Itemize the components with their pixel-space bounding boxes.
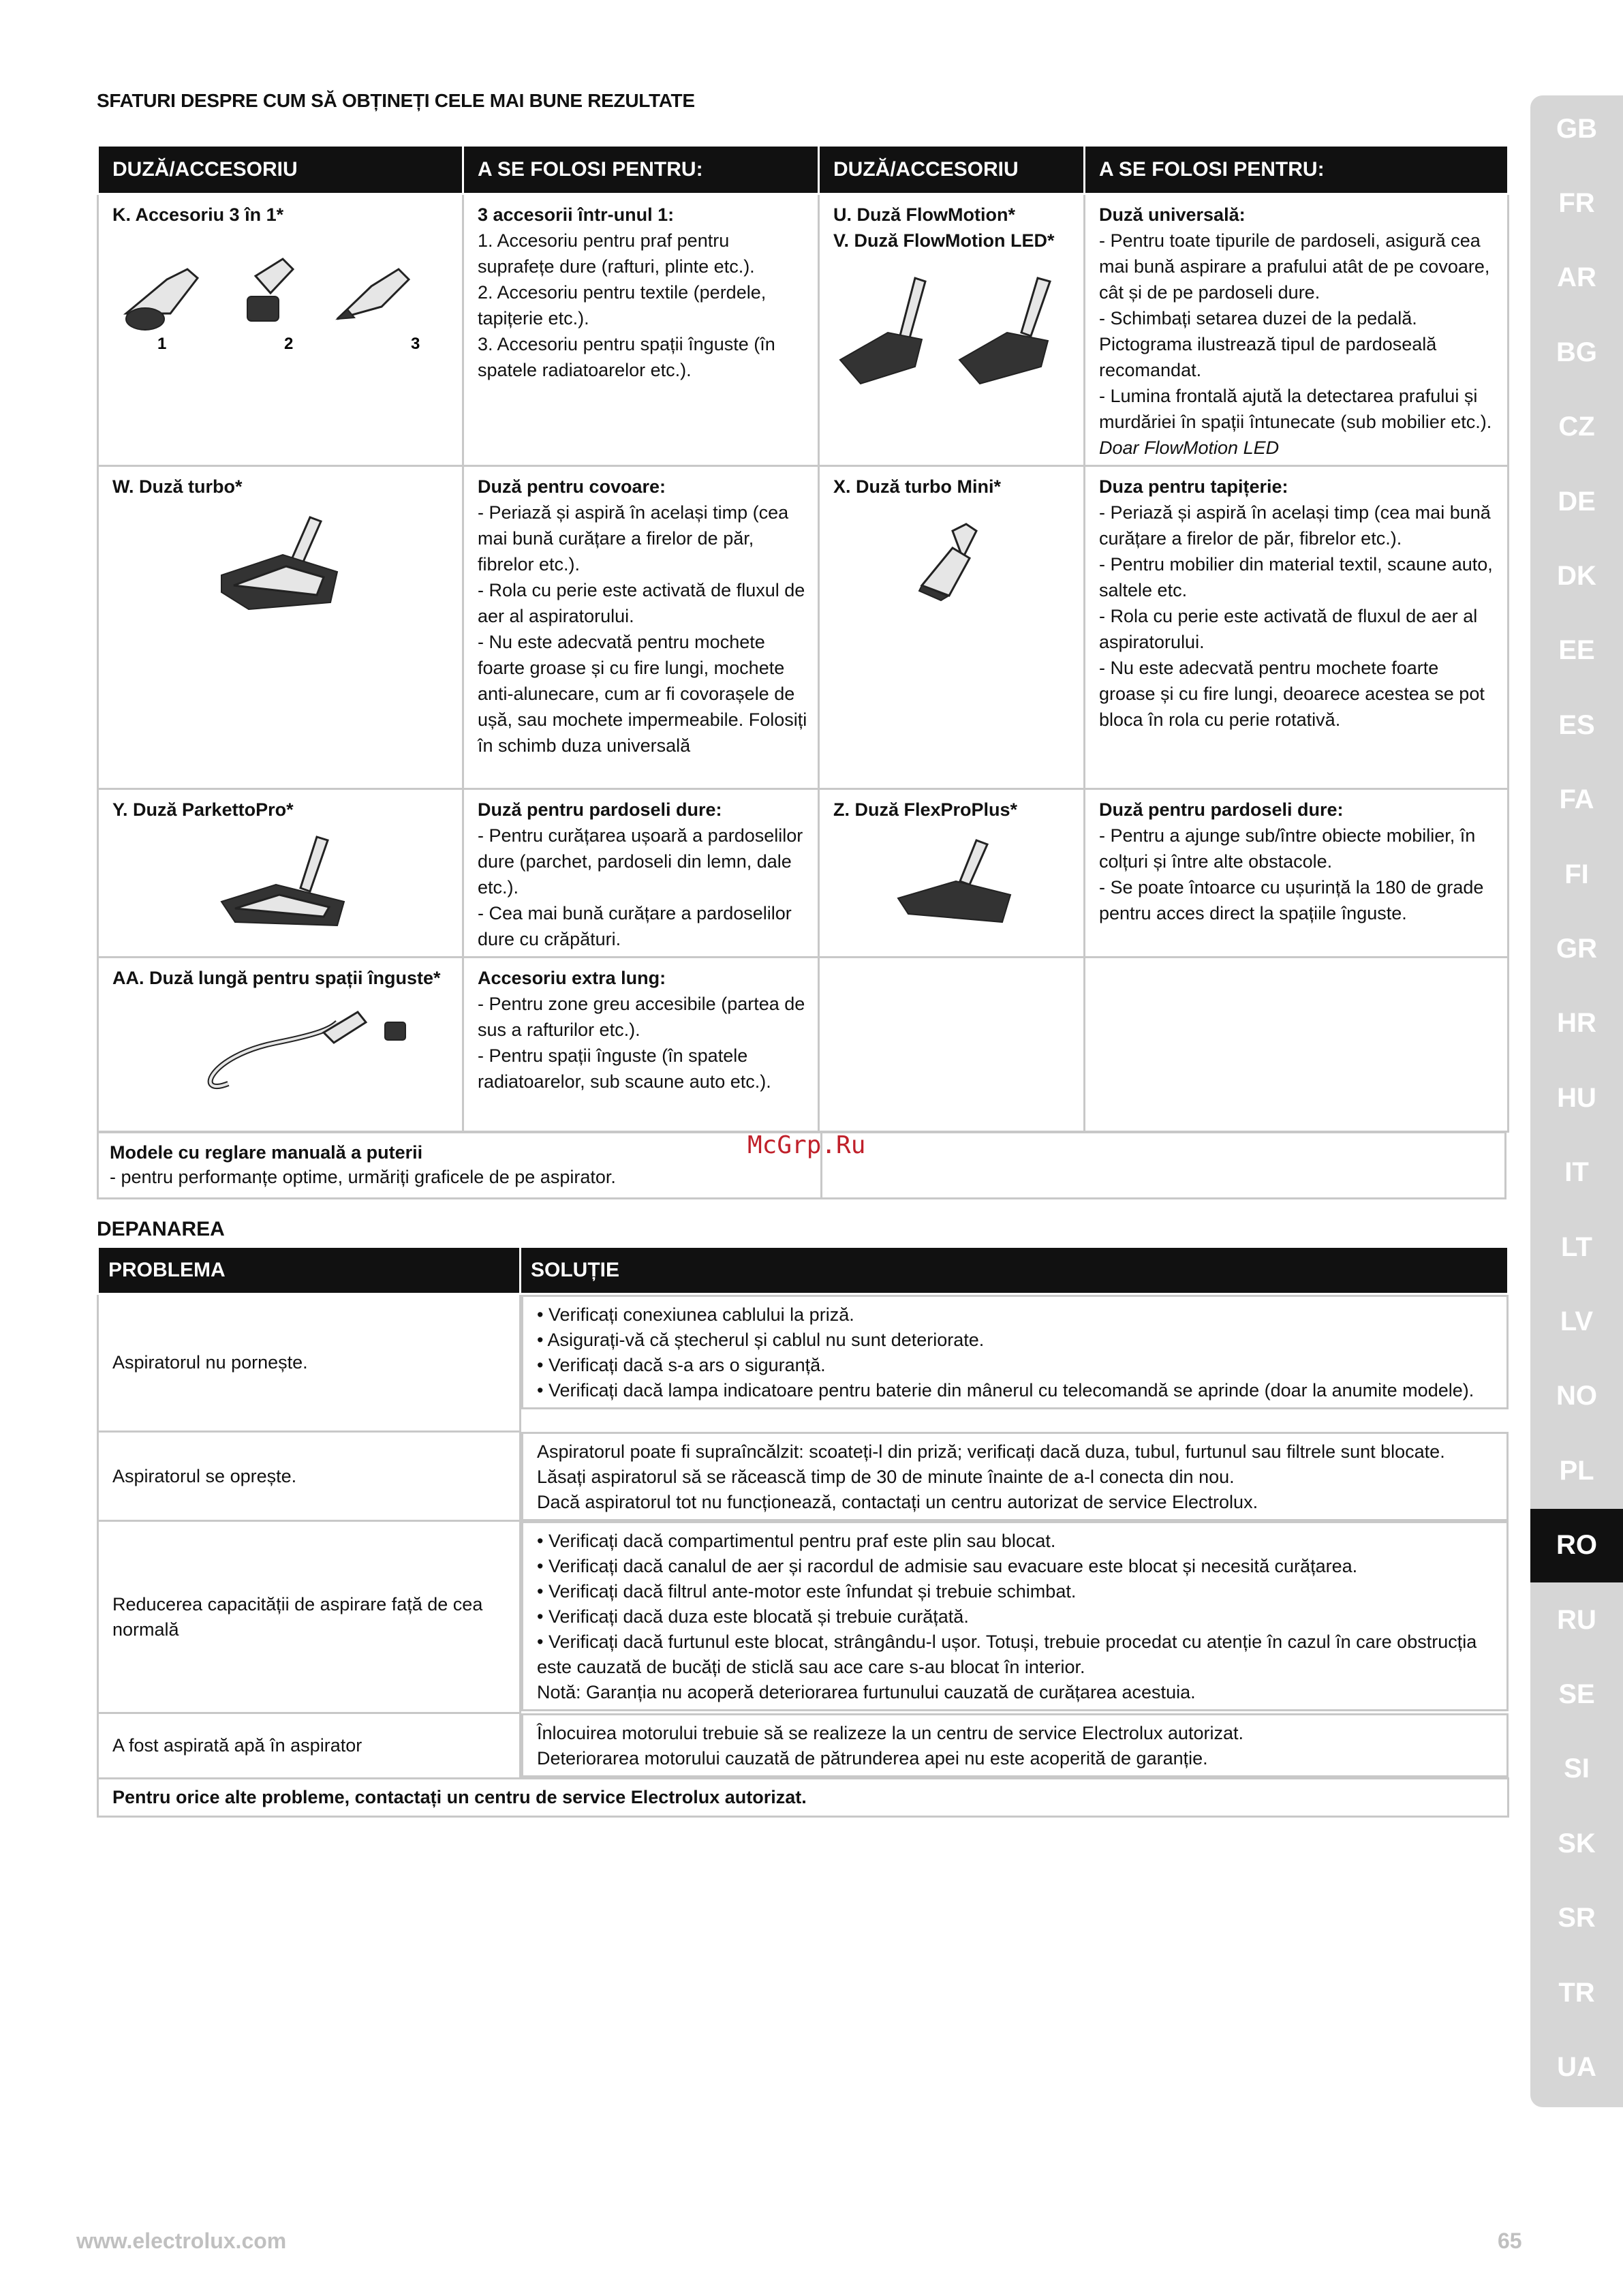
watermark: McGrp.Ru bbox=[747, 1131, 866, 1159]
use-title: Duză universală: bbox=[1099, 204, 1246, 225]
language-tab-ar[interactable]: AR bbox=[1557, 262, 1596, 293]
use-text-italic: Doar FlowMotion LED bbox=[1099, 438, 1280, 458]
language-tab-no[interactable]: NO bbox=[1556, 1381, 1597, 1411]
accessory-row bbox=[98, 958, 1509, 1132]
troubleshooting-footer: Pentru orice alte probleme, contactați un centru de service Electrolux autorizat. bbox=[98, 1778, 1509, 1816]
mini-turbo-nozzle-illustration bbox=[833, 510, 1072, 606]
accessory-use-empty bbox=[1085, 958, 1509, 1132]
language-tab-sk[interactable]: SK bbox=[1558, 1828, 1596, 1858]
solution-cell: Înlocuirea motorului trebuie să se realizeze la un centru de service Electrolux autorizat. Deteriorarea motorului cauzată de pătrunderea apei nu este acoperită de garanție. bbox=[521, 1713, 1509, 1777]
manual-power-title: Modele cu reglare manuală a puterii bbox=[110, 1142, 423, 1163]
turbo-nozzle-illustration bbox=[112, 510, 439, 619]
accessory-cell-z bbox=[819, 789, 1085, 958]
troubleshooting-header-row bbox=[98, 1247, 1509, 1294]
accessory-name: Y. Duză ParkettoPro* bbox=[112, 799, 294, 820]
manual-power-note-text bbox=[99, 1133, 822, 1197]
header-use-2: A SE FOLOSI PENTRU: bbox=[1085, 146, 1509, 194]
parkettopro-nozzle-illustration bbox=[112, 833, 439, 936]
accessory-label-2: 2 bbox=[284, 335, 294, 353]
manual-power-text: - pentru performanțe optime, urmăriți graficele de pe aspirator. bbox=[110, 1167, 616, 1187]
language-tab-ro[interactable]: RO bbox=[1530, 1509, 1623, 1582]
accessory-cell-k bbox=[98, 194, 463, 466]
accessory-cell-w bbox=[98, 466, 463, 789]
use-title: Accesoriu extra lung: bbox=[478, 968, 666, 988]
language-tab-hr[interactable]: HR bbox=[1557, 1008, 1596, 1039]
problem-cell: A fost aspirată apă în aspirator bbox=[98, 1713, 521, 1779]
troubleshooting-table bbox=[97, 1246, 1509, 1818]
header-use-1: A SE FOLOSI PENTRU: bbox=[463, 146, 819, 194]
footer-url[interactable]: www.electrolux.com bbox=[76, 2229, 287, 2253]
accessories-header-row bbox=[98, 146, 1509, 194]
accessory-label-3: 3 bbox=[411, 335, 420, 353]
language-tab-bg[interactable]: BG bbox=[1556, 337, 1597, 367]
accessory-name: Z. Duză FlexProPlus* bbox=[833, 799, 1018, 820]
header-accessory-1: DUZĂ/ACCESORIU bbox=[98, 146, 463, 194]
language-tab-gb[interactable]: GB bbox=[1556, 113, 1597, 144]
solution-cell: • Verificați dacă compartimentul pentru praf este plin sau blocat. • Verificați dacă canalul de aer și racordul de admisie sau evacuare este blocat și necesită curățarea. • Verificați dacă filtrul ante-motor este înfundat și trebuie schimbat. • Verificați dacă duza este blocată și trebuie curățată. • Verificați dacă furtunul este blocat, strângându-l ușor. Totuși, trebuie procedat cu atenție în cazul în care obstrucția este cauzată de bucăți de sticlă sau ace care s-au blocat în interior. Notă: Garanția nu acoperă deteriorarea furtunului cauzată de curățarea acestuia. bbox=[521, 1521, 1509, 1711]
accessory-use-z bbox=[1085, 789, 1509, 958]
troubleshooting-row bbox=[98, 1294, 1509, 1432]
language-tab-dk[interactable]: DK bbox=[1557, 560, 1596, 591]
language-tab-gr[interactable]: GR bbox=[1556, 933, 1597, 964]
language-tab-pl[interactable]: PL bbox=[1559, 1455, 1594, 1486]
use-title: Duza pentru tapițerie: bbox=[1099, 476, 1288, 497]
use-title: Duză pentru pardoseli dure: bbox=[1099, 799, 1344, 820]
three-in-one-accessory-illustration bbox=[112, 239, 433, 354]
accessory-cell-y bbox=[98, 789, 463, 958]
language-tab-sr[interactable]: SR bbox=[1558, 1903, 1596, 1933]
long-crevice-nozzle-illustration bbox=[112, 1002, 439, 1104]
accessory-row bbox=[98, 466, 1509, 789]
solution-cell: • Verificați conexiunea cablului la priză. • Asigurați-vă că ștecherul și cablul nu sunt deteriorate. • Verificați dacă s-a ars o siguranță. • Verificați dacă lampa indicatoare pentru baterie din mânerul cu telecomandă se aprinde (doar la anumite modele). bbox=[521, 1295, 1509, 1409]
problem-cell: Aspiratorul se oprește. bbox=[98, 1432, 521, 1521]
language-tab-it[interactable]: IT bbox=[1564, 1157, 1589, 1188]
language-tab-fr[interactable]: FR bbox=[1558, 187, 1595, 218]
language-tab-hu[interactable]: HU bbox=[1557, 1082, 1596, 1113]
use-text: - Pentru curățarea ușoară a pardoselilor dure (parchet, pardoseli din lemn, dale etc.). - Cea mai bună curățare a pardoselilor dure cu crăpături. bbox=[478, 825, 803, 949]
accessory-name: K. Accesoriu 3 în 1* bbox=[112, 204, 284, 225]
use-title: Duză pentru pardoseli dure: bbox=[478, 799, 722, 820]
accessory-cell-aa bbox=[98, 958, 463, 1132]
accessory-use-k bbox=[463, 194, 819, 466]
language-tab-lt[interactable]: LT bbox=[1561, 1231, 1592, 1262]
flexproplus-nozzle-illustration bbox=[833, 833, 1072, 929]
accessory-use-y bbox=[463, 789, 819, 958]
language-tab-tr[interactable]: TR bbox=[1558, 1977, 1595, 2008]
accessory-use-aa bbox=[463, 958, 819, 1132]
accessory-use-w bbox=[463, 466, 819, 789]
page-number: 65 bbox=[1498, 2229, 1522, 2253]
accessories-table bbox=[97, 144, 1509, 1133]
accessory-row bbox=[98, 194, 1509, 466]
use-text: - Pentru zone greu accesibile (partea de sus a rafturilor etc.). - Pentru spații înguste (în spatele radiatoarelor, sub scaune auto etc.). bbox=[478, 994, 805, 1092]
accessory-use-x bbox=[1085, 466, 1509, 789]
accessory-row bbox=[98, 789, 1509, 958]
flowmotion-nozzle-illustration bbox=[833, 264, 1072, 401]
language-tab-de[interactable]: DE bbox=[1558, 486, 1596, 517]
use-text: - Periază și aspiră în același timp (cea mai bună curățare a firelor de păr, fibrelor etc.). - Pentru mobilier din material textil, scaune auto, saltele etc. - Rola cu perie este activată de fluxul de aer al aspiratorului. - Nu este adecvată pentru mochete foarte groase și cu fire lungi, deoarece acestea se pot bloca în rola cu perie rotativă. bbox=[1099, 502, 1493, 730]
troubleshooting-row bbox=[98, 1521, 1509, 1713]
troubleshooting-footer-row bbox=[98, 1778, 1509, 1816]
header-accessory-2: DUZĂ/ACCESORIU bbox=[819, 146, 1085, 194]
language-tab-cz[interactable]: CZ bbox=[1558, 412, 1595, 442]
use-title: 3 accesorii într-unul 1: bbox=[478, 204, 675, 225]
language-tab-es[interactable]: ES bbox=[1558, 709, 1595, 740]
accessory-cell-u bbox=[819, 194, 1085, 466]
language-tab-si[interactable]: SI bbox=[1564, 1754, 1590, 1784]
use-text: - Pentru toate tipurile de pardoseli, asigură cea mai bună aspirare a prafului atât de pe covoare, cât și de pe pardoseli dure. - Schimbați setarea duzei de la pedală. Pictograma ilustrează tipul de pardoseală recomandat. - Lumina frontală ajută la detectarea prafului și murdăriei în spații întunecate (sub mobilier etc.). bbox=[1099, 230, 1492, 432]
accessory-use-u bbox=[1085, 194, 1509, 466]
header-solution: SOLUȚIE bbox=[521, 1247, 1509, 1294]
use-text: - Pentru a ajunge sub/între obiecte mobilier, în colțuri și între alte obstacole. - Se poate întoarce cu ușurință la 180 de grade pentru acces direct la spațiile înguste. bbox=[1099, 825, 1484, 923]
language-tab-ua[interactable]: UA bbox=[1557, 2051, 1596, 2082]
note-divider bbox=[1504, 1133, 1506, 1197]
accessory-name: AA. Duză lungă pentru spații înguste* bbox=[112, 968, 441, 988]
accessory-cell-empty bbox=[819, 958, 1085, 1132]
problem-cell: Aspiratorul nu pornește. bbox=[98, 1294, 521, 1432]
accessory-name: X. Duză turbo Mini* bbox=[833, 476, 1001, 497]
accessory-cell-x bbox=[819, 466, 1085, 789]
use-text: 1. Accesoriu pentru praf pentru suprafețe dure (rafturi, plinte etc.). 2. Accesoriu pentru textile (perdele, tapițerie etc.). 3. Accesoriu pentru spații înguste (în spatele radiatoarelor etc.). bbox=[478, 230, 775, 380]
troubleshooting-row bbox=[98, 1432, 1509, 1521]
solution-cell: Aspiratorul poate fi supraîncălzit: scoateți-l din priză; verificați dacă duza, tubul, furtunul sau filtrele sunt blocate. Lăsați aspiratorul să se răcească timp de 30 de minute înainte de a-l conecta din nou. Dacă aspiratorul tot nu funcționează, contactați un centru autorizat de service Electrolux. bbox=[521, 1432, 1509, 1521]
language-tab-fi[interactable]: FI bbox=[1564, 859, 1589, 889]
page-title: SFATURI DESPRE CUM SĂ OBȚINEȚI CELE MAI BUNE REZULTATE bbox=[97, 90, 695, 111]
language-tab-se[interactable]: SE bbox=[1558, 1679, 1595, 1709]
problem-cell: Reducerea capacității de aspirare față de cea normală bbox=[98, 1521, 521, 1713]
language-tab-lv[interactable]: LV bbox=[1560, 1306, 1594, 1336]
troubleshooting-title: DEPANAREA bbox=[97, 1218, 225, 1240]
troubleshooting-row bbox=[98, 1713, 1509, 1779]
accessory-label-1: 1 bbox=[157, 335, 167, 353]
language-tab-fa[interactable]: FA bbox=[1559, 784, 1594, 815]
language-tab-ru[interactable]: RU bbox=[1557, 1604, 1596, 1635]
accessory-name: U. Duză FlowMotion* V. Duză FlowMotion LED* bbox=[833, 204, 1055, 251]
accessory-name: W. Duză turbo* bbox=[112, 476, 243, 497]
header-problem: PROBLEMA bbox=[98, 1247, 521, 1294]
language-tab-ee[interactable]: EE bbox=[1558, 635, 1595, 666]
use-title: Duză pentru covoare: bbox=[478, 476, 666, 497]
use-text: - Periază și aspiră în același timp (cea mai bună curățare a firelor de păr, fibrelor etc.). - Rola cu perie este activată de fluxul de aer al aspiratorului. - Nu este adecvată pentru mochete foarte groase și cu fire lungi, mochete anti-alunecare, cum ar fi covorașele de ușă, sau mochete impermeabile. Folosiți în schimb duza universală bbox=[478, 502, 807, 756]
